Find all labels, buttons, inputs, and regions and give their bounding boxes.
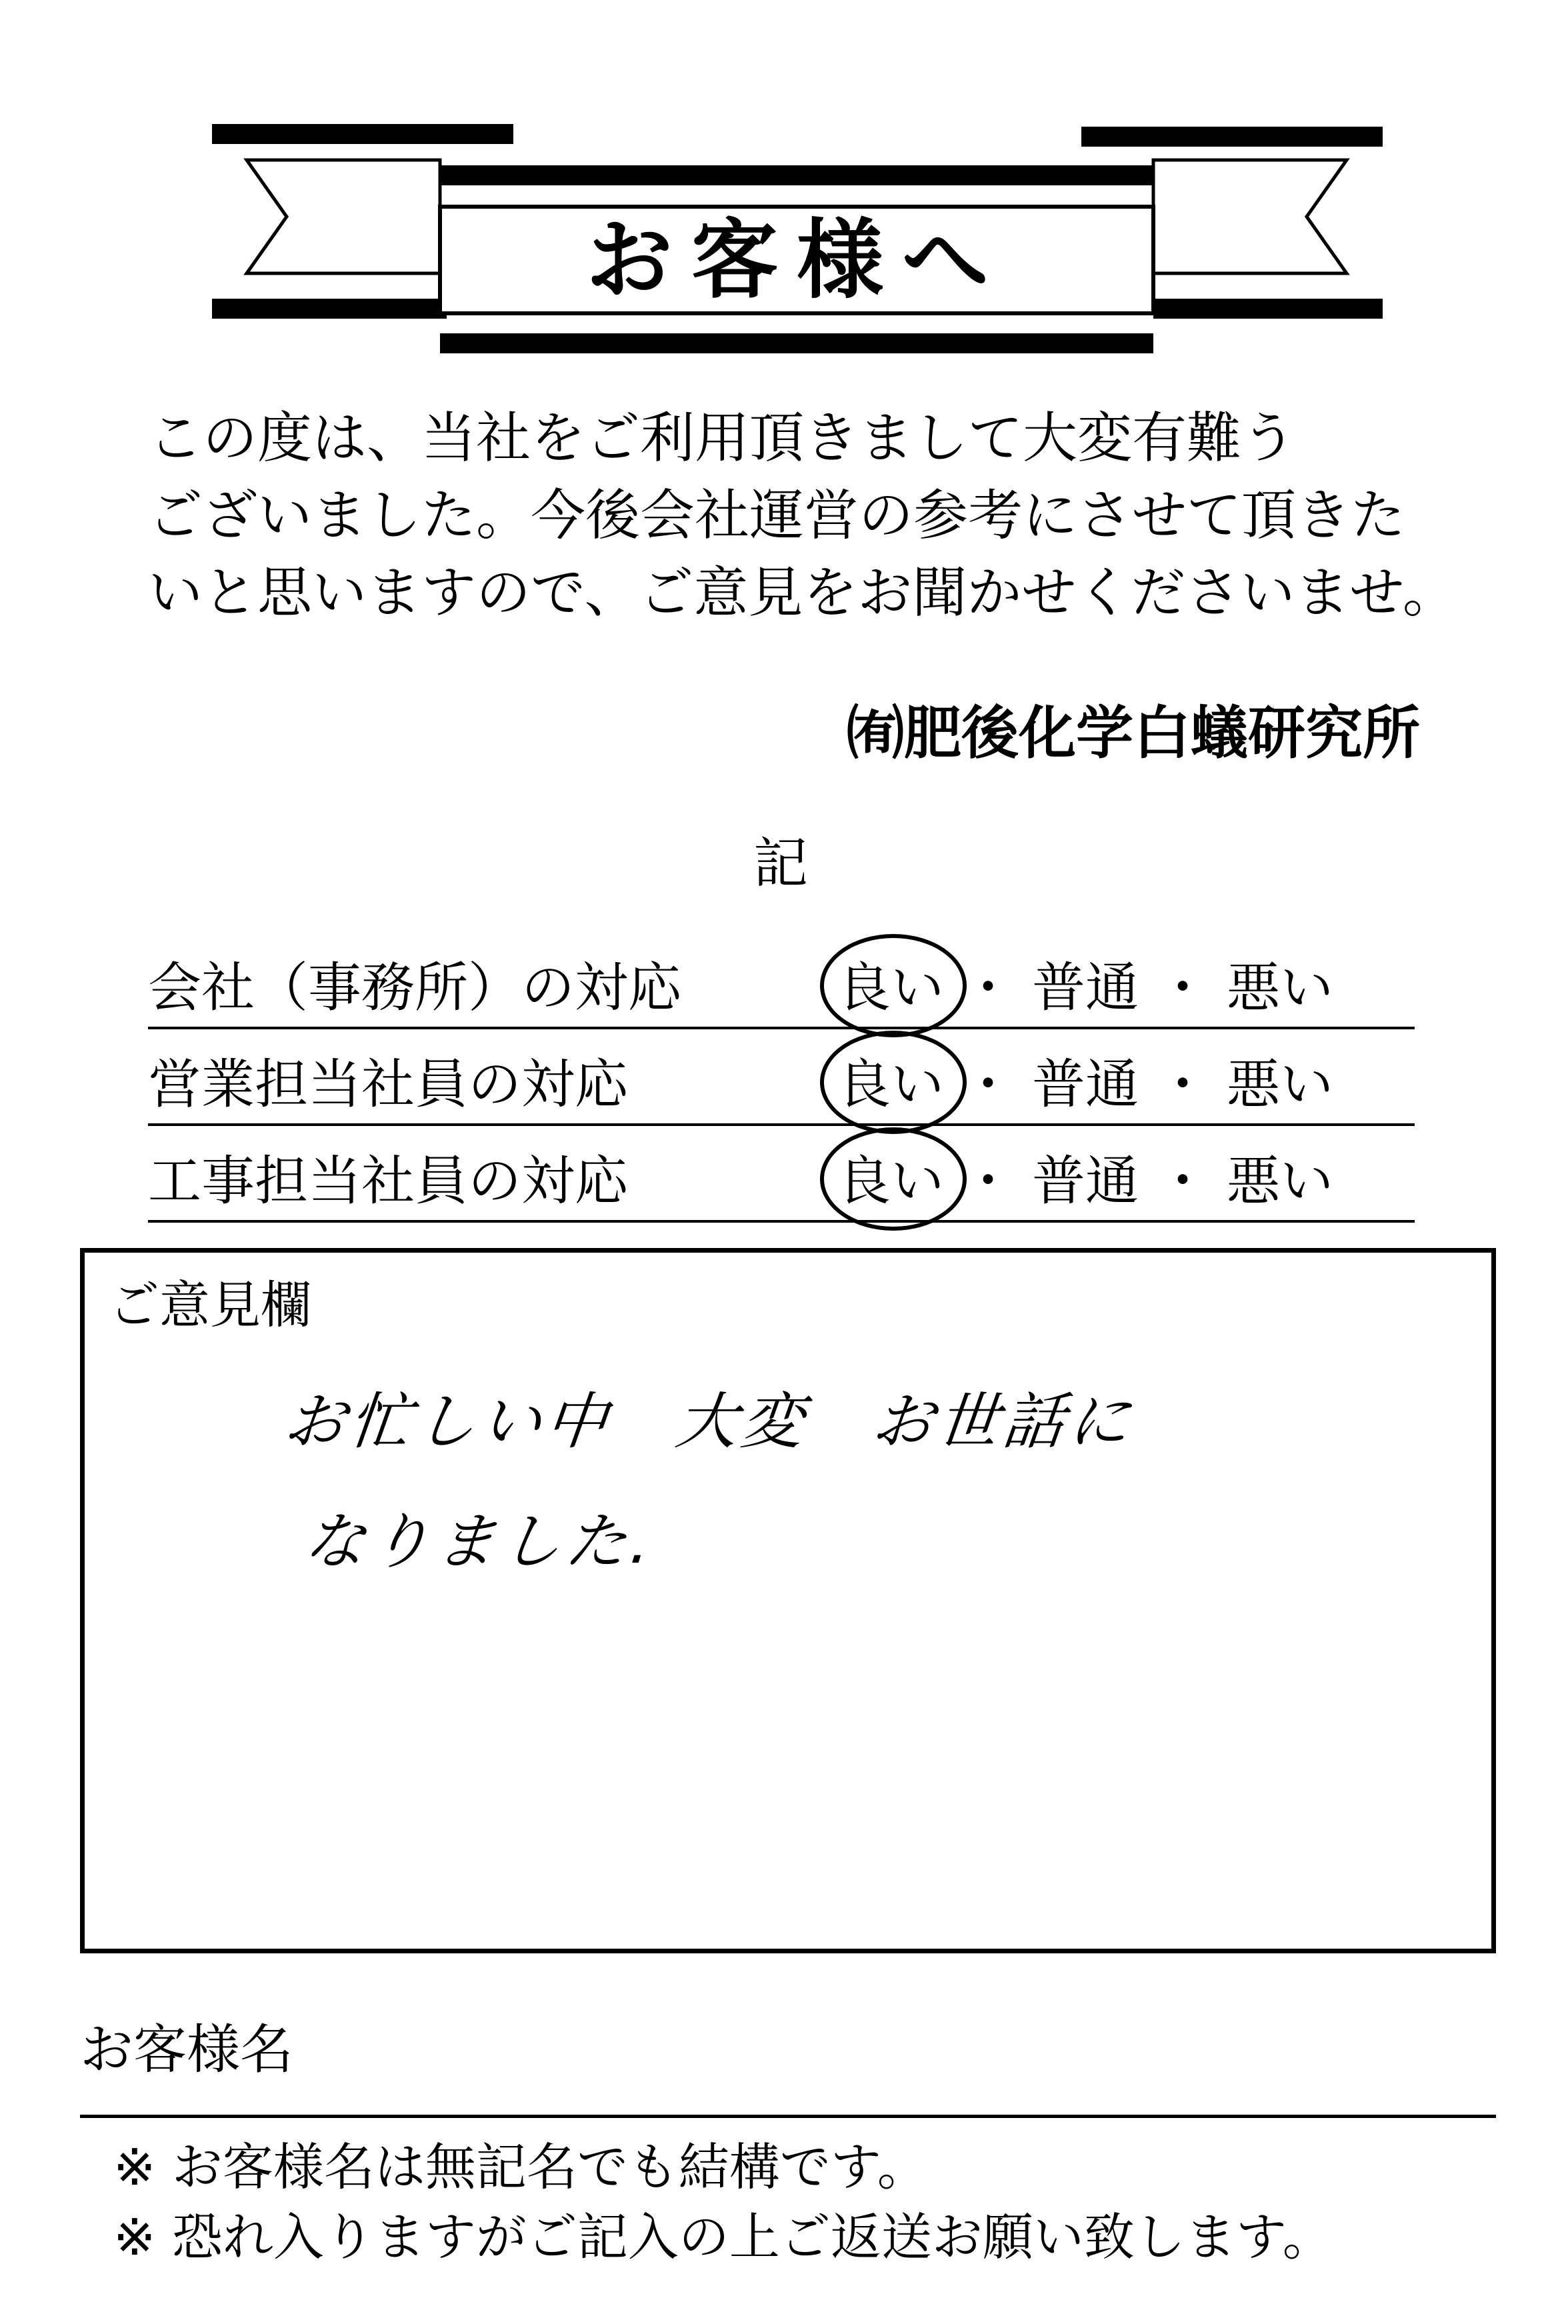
selected-circle <box>820 1031 967 1134</box>
rating-options: 良い ・ 普通 ・ 悪い <box>835 1138 1336 1215</box>
rating-row-sales <box>148 1030 1415 1126</box>
option-good[interactable]: 良い <box>835 1138 947 1215</box>
customer-name-field[interactable] <box>80 2115 1496 2118</box>
handwritten-comment-line: なりました. <box>300 1506 659 1577</box>
intro-line: ございました。今後会社運営の参考にさせて頂きた <box>148 484 1406 547</box>
title-banner <box>0 0 1568 373</box>
rating-label: 工事担当社員の対応 <box>148 1150 628 1212</box>
option-normal[interactable]: 普通 <box>1032 957 1139 1019</box>
ki-heading: 記 <box>753 832 809 895</box>
option-normal[interactable]: 普通 <box>1032 1150 1139 1212</box>
rating-label: 営業担当社員の対応 <box>148 1053 628 1115</box>
intro-line: この度は、当社をご利用頂きまして大変有難う <box>148 407 1297 470</box>
note-return: ※ 恐れ入りますがご記入の上ご返送お願い致します。 <box>113 2207 1333 2267</box>
comment-label: ご意見欄 <box>109 1275 311 1335</box>
handwritten-comment-line: お忙しい中 大変 お世話に <box>280 1386 1137 1457</box>
intro-line: いと思いますので、ご意見をお聞かせくださいませ。 <box>148 561 1457 625</box>
option-good[interactable]: 良い <box>835 945 947 1021</box>
rating-label: 会社（事務所）の対応 <box>148 957 681 1019</box>
rating-row-construction <box>148 1127 1415 1223</box>
rating-row-office <box>148 933 1415 1029</box>
page-title: お客様へ <box>585 209 1007 311</box>
option-normal[interactable]: 普通 <box>1032 1053 1139 1115</box>
rating-options: 良い ・ 普通 ・ 悪い <box>835 945 1336 1021</box>
option-bad[interactable]: 悪い <box>1227 1053 1333 1115</box>
company-name: ㈲肥後化学白蟻研究所 <box>847 700 1420 767</box>
option-bad[interactable]: 悪い <box>1227 957 1333 1019</box>
option-good[interactable]: 良い <box>835 1041 947 1118</box>
customer-name-label: お客様名 <box>80 2019 293 2081</box>
comment-box[interactable] <box>80 1248 1496 1953</box>
selected-circle <box>820 934 967 1037</box>
selected-circle <box>820 1127 967 1231</box>
intro-paragraph <box>148 400 1457 632</box>
option-bad[interactable]: 悪い <box>1227 1150 1333 1212</box>
note-anonymous: ※ お客様名は無記名でも結構です。 <box>113 2137 928 2197</box>
rating-options: 良い ・ 普通 ・ 悪い <box>835 1041 1336 1118</box>
